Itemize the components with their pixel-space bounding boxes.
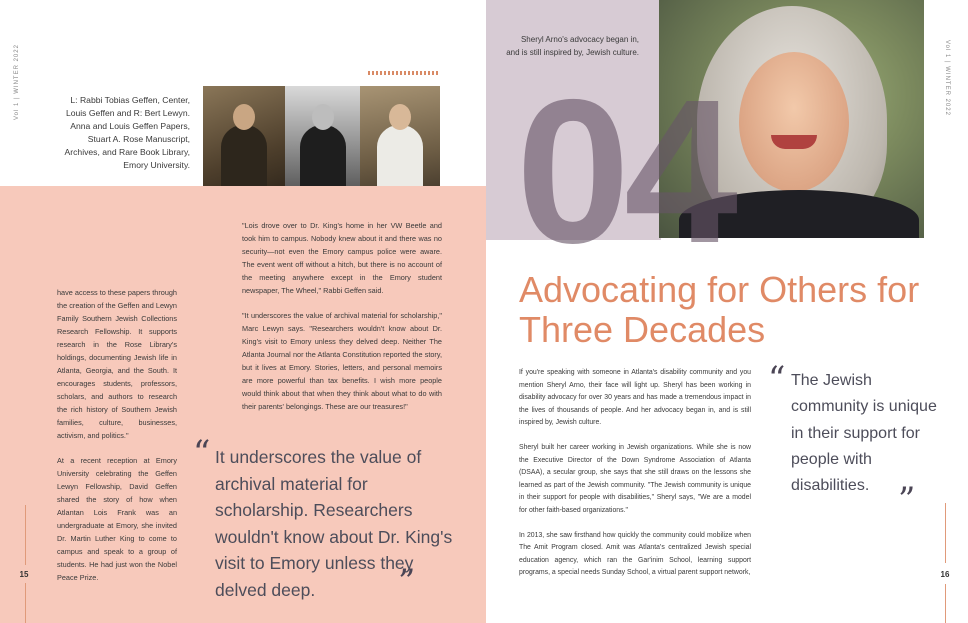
dotted-rule xyxy=(368,71,440,75)
paragraph: If you're speaking with someone in Atlanta's disability community and you mention Sheryl Arno, their face will light up. Sheryl has been working in disability advocacy for over 30 years and has made a tremendous impact in the lives of thousands of people. And her advocacy began in, and is still inspired by, Jewish culture. xyxy=(519,369,751,427)
section-number: 04 xyxy=(516,57,733,286)
paragraph: Sheryl built her career working in Jewish organizations. While she is now the Executive Director of the Down Syndrome Association of Atlanta (DSAA), a secular group, she says that she still draws on the lessons she learned as part of the Jewish community. "The Jewish community is unique in their support for people with disabilities," Sheryl says, "We are a model for other faith-based organizations." xyxy=(519,443,751,514)
open-quote-icon: “ xyxy=(768,359,786,399)
divider xyxy=(945,503,946,563)
spine-label: Vol 1 | WINTER 2022 xyxy=(944,40,950,116)
paragraph: In 2013, she saw firsthand how quickly the community could mobilize when The Amit Program closed. Amit was Atlanta's centralized Jewish special education agency, which ran the Gar'inim School, learning support programs, a special needs Sunday School, a virtual parent support network, xyxy=(519,531,751,577)
paragraph: "Lois drove over to Dr. King's home in her VW Beetle and took him to campus. Nobody knew about it and there was no security—not even the Emory campus police were aware. The event went off without a hitch, but there is no account of the meeting anywhere except in the Emory student newspaper, The Wheel," Rabbi Geffen said. xyxy=(242,221,442,295)
pull-quote-text: The Jewish community is unique in their support for people with disabilities. xyxy=(791,372,937,495)
close-quote-icon: ” xyxy=(898,480,916,520)
close-quote-icon: ” xyxy=(398,562,416,602)
image-caption: Sheryl Arno's advocacy began in, and is still inspired by, Jewish culture. xyxy=(506,35,639,57)
body-column-right xyxy=(242,219,442,425)
right-page xyxy=(486,0,968,623)
headline: Advocating for Others for Three Decades xyxy=(519,269,920,350)
body-column xyxy=(519,367,751,592)
paragraph: "It underscores the value of archival material for scholarship," Marc Lewyn says. "Researchers wouldn't know about Dr. King's visit to Emory unless they delved deep. Neither The Atlanta Journal nor the Atlanta Constitution reported the story, but it lives at Emory. Stories, letters, and personal memoirs are more powerful than tax benefits. I wish more people would think about that when they think about what to do with their parents' belongings. These are our treasures!" xyxy=(242,311,442,411)
page-number: 15 xyxy=(11,566,37,583)
divider xyxy=(25,583,26,623)
spine-label: Vol 1 | WINTER 2022 xyxy=(14,44,20,120)
photo-caption: L: Rabbi Tobias Geffen, Center, Louis Geffen and R: Bert Lewyn. Anna and Louis Geffen Papers, Stuart A. Rose Manuscript, Archives, and Rare Book Library, Emory University. xyxy=(64,95,190,170)
divider xyxy=(945,584,946,623)
paragraph: have access to these papers through the creation of the Geffen and Lewyn Family Southern Jewish Collections Research Fellowship. It supports research in the Rose Library's holdings, documenting Jewish life in Atlanta, Georgia, and the South. It encourages students, professors, scholars, and authors to research the rich history of Southern Jewish families, culture, businesses, activism, and politics." xyxy=(57,288,177,440)
open-quote-icon: “ xyxy=(193,433,211,473)
pull-quote-text: It underscores the value of archival material for scholarship. Researchers wouldn't know about Dr. King's visit to Emory unless they delved deep. xyxy=(215,447,453,600)
paragraph: At a recent reception at Emory University celebrating the Geffen Lewyn Fellowship, David Geffen shared the story of how when Atlantan Lois Frank was an undergraduate at Emory, she invited Dr. Martin Luther King to come to campus and speak to a group of students. He had just won the Nobel Peace Prize. xyxy=(57,456,177,582)
page-number: 16 xyxy=(932,566,958,583)
divider xyxy=(25,505,26,565)
body-column-left xyxy=(57,286,177,596)
